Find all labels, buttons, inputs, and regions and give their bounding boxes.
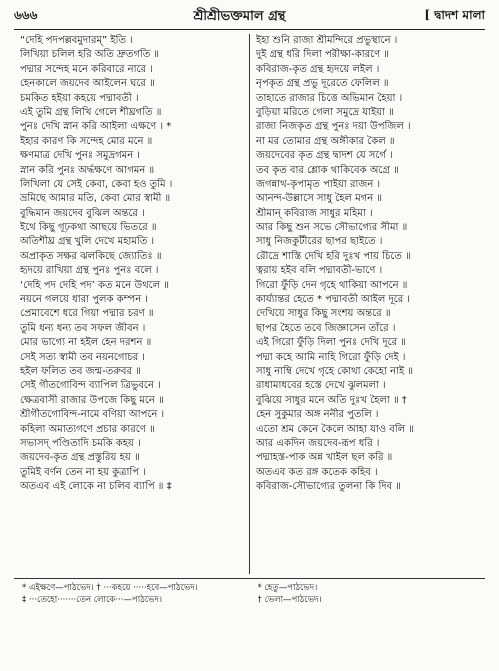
footnote-line: † ভেলা—পাঠভেদ। [257, 595, 322, 605]
verse-line: পদ্মা কহে আমি নাহি গিরো ফুঁড়ি দেই । [256, 351, 406, 363]
page-number: ৬৬৬ [14, 8, 38, 22]
verse-line: নয়নে গলয়ে ধারা পুলক কম্পন । [20, 294, 148, 306]
header-rule [14, 29, 485, 30]
verse-line: ইথে কিছু গূঢ়কথা আছয়ে ভিতরে ॥ [20, 222, 157, 234]
verse-line: ‘দেহি পদ দেহি পদ’ কত মনে উথলে ॥ [20, 279, 169, 291]
verse-line: কবিরাজ-কৃত গ্রন্থ হৃদয়ে লইল । [256, 63, 380, 75]
verse-line: রাধামাধবের হস্তে দেখে ঝুলমলা । [256, 380, 386, 392]
verse-line: পদ্মাহস্ত-পাক অন্ন খাইল ছল করি ॥ [256, 452, 393, 464]
verse-line: তাহাতে রাজার চিত্তে অভিমান হৈয়া । [256, 92, 403, 104]
verse-line: ত্বরায় হইব বলি পদ্মাবতী-ভাণে । [256, 265, 383, 277]
verse-line: স্নান করি পুনঃ অর্দ্ধক্ষণে আগমন ॥ [20, 164, 155, 176]
verse-line: লিখিয়া চলিল হরি অতি দ্রুতগতি ॥ [20, 49, 160, 61]
verse-line: জয়দেবের কৃত গ্রন্থ দ্বাদশ যে সর্গে । [256, 150, 393, 162]
verse-line: অতএব এই লোকে না চলিব ব্যাপি ॥ ‡ [20, 481, 172, 493]
verse-line: ক্ষণমাত্র দেখি পুনঃ সমুদ্রগমন । [20, 150, 140, 162]
verse-line: অতিশীঘ্র গ্রন্থ খুলি দেখে মহামতি । [20, 236, 155, 248]
verse-line: সেই গীতগোবিন্দ ব্যাপিল ত্রিভুবনে । [20, 380, 161, 392]
verse-line: এই গিরো ফুঁড়ি দিলা পুনঃ দেখি দূরে ॥ [256, 337, 406, 349]
footnote-line: ‡ ···তেহো·······তেন লোকে···—পাঠভেদ। [22, 595, 162, 605]
verse-line: তব কৃত বার শ্লোক থাকিবেক অগ্রে ॥ [256, 164, 399, 176]
verse-line: হেন সুকুমার অঙ্গ ননীর পুতলি । [256, 409, 379, 421]
verse-line: সভাসদ্‌ পণ্ডিতাদি চমকি কহয় । [20, 437, 141, 449]
page-header [14, 6, 485, 28]
right-column [250, 34, 485, 574]
verse-line: দেখিয়ে সাধুর কিছু সংশয় অন্তরে ॥ [256, 308, 391, 320]
verse-line: আর কিছু শুন সভে সৌভাগ্যের সীমা ॥ [256, 222, 408, 234]
verse-line: তুমিই বর্ণন তেন না হয় কুত্রাপি । [20, 466, 146, 478]
verse-line: রাজা নিজকৃত গ্রন্থ পুনঃ দয়া উপজিল । [256, 121, 411, 133]
verse-line: ইহার কারণ কি সন্দেহ মোর মনে ॥ [20, 135, 153, 147]
footnotes-left [14, 582, 250, 606]
verse-line: নৃপকৃত গ্রন্থ প্রভু দূরেতে ফেলিল ॥ [256, 78, 389, 90]
verse-line: শ্রীগীতগোবিন্দ-নামে বণিয়া আপনে । [20, 409, 165, 421]
verse-line: কবিরাজ-সৌভাগ্যের তুলনা কি দিব ॥ [256, 481, 401, 493]
verse-line: এই তুমি গ্রন্থ লিখি গেলে শীঘ্রগতি ॥ [20, 106, 162, 118]
verse-line: এতো শ্রম কেনে কৈলে আহা যাও বলি ॥ [256, 423, 415, 435]
verse-columns [14, 34, 485, 574]
verse-line: প্রেমাবেশে ধরে গিয়া পদ্মার চরণ ॥ [20, 308, 154, 320]
verse-line: মোর ভাগ্যে না হইল হেন দরশন ॥ [20, 337, 152, 349]
verse-line: “দেহি পদপল্লবমুদারম্” ইতি । [20, 35, 133, 46]
verse-line: অতএব কত রঙ্গ কতেক কহিব । [256, 466, 378, 478]
verse-line: না মর তোমার গ্রন্থ অঙ্গীকার কৈল ॥ [256, 135, 395, 147]
verse-line: পুনঃ দেখি স্নান করি আইলা এক্ষণে । * [20, 121, 172, 133]
footnotes-right [250, 582, 486, 606]
left-column [14, 34, 249, 574]
verse-line: আর একদিন জয়দেব-রূপ ধরি । [256, 437, 380, 449]
footnotes [14, 582, 485, 606]
verse-line: বুঝিয়ে সাধুর মনে অতি দুঃখ হৈলা ॥ † [256, 394, 407, 406]
verse-line: গিরো ফুঁড়ি দেন গৃহে থাকিয়া আপনে ॥ [256, 279, 408, 291]
verse-line: কার্য্যান্তর হেতে * পদ্মাবতী আইল দূরে । [256, 294, 411, 306]
verse-line: পদ্মার সন্দেহ মনে করিবারে নারে । [20, 63, 153, 75]
book-title: শ্রীশ্রীভক্তমাল গ্রন্থ [193, 8, 286, 24]
verse-line: লিখিলা যে সেই কেবা, কেবা হও তুমি । [20, 178, 173, 190]
footnote-line: * হেতু—পাঠভেদ। [257, 583, 318, 593]
footnote-rule [14, 578, 485, 579]
verse-line: ভ্রমিছে আমার মতি, কেবা মোর স্বামী ॥ [20, 193, 171, 205]
verse-line: সাধু নাম্বি দেখে গৃহে কোথা কেহো নাই ॥ [256, 365, 413, 377]
verse-line: হেনকালে জয়দেব আইলেন ঘরে ॥ [20, 78, 155, 90]
verse-line: কহিলা অমাত্যগণে প্রচার কারণে ॥ [20, 423, 155, 435]
verse-line: বুদ্ধিমান জয়দেব বুঝিল অন্তরে । [20, 207, 145, 219]
verse-line: সাধু নিজকুটীরের ছাপর ছাইতে । [256, 236, 383, 248]
footnote-line: * এইক্ষণে—পাঠভেদ। † ···কহয়ে ·····হবে—পাঠভেদ। [22, 583, 198, 593]
verse-line: ক্ষেত্রবাসী রাজার উপজে কিছু মনে ॥ [20, 394, 164, 406]
verse-line: তুমি ধন্য ধন্য তব সফল জীবন । [20, 322, 146, 334]
verse-line: দুই গ্রন্থ ধরি দিলা পরীক্ষা-কারণে ॥ [256, 49, 390, 61]
verse-line: ইহা শুনি রাজা শ্রীমন্দিরে প্রভুস্থানে । [256, 35, 398, 46]
verse-line: চমকিত হইয়া কহয়ে পদ্মাবতী । [20, 92, 139, 104]
verse-line: হৃদয়ে রাখিয়া গ্রন্থ পুনঃ পুনঃ বলে । [20, 265, 159, 277]
verse-line: অপ্রাকৃত সক্ষর ঝলকিছে জ্যোতিঃ ॥ [20, 250, 162, 262]
verse-line: রৌদ্রে শাস্তি দেখি হরি দুঃখ পায় চিতে ॥ [256, 250, 411, 262]
verse-line: জগন্নাথ-কৃপামৃত পাইয়া রাজন । [256, 178, 381, 190]
verse-line: ছাপর হৈতে তবে জিজ্ঞাসেন তাঁরে । [256, 322, 396, 334]
section-label: [ দ্বাদশ মালা [424, 8, 485, 22]
verse-line: জয়দেব-কৃত গ্রন্থ প্রস্তুরিয় হয় ॥ [20, 452, 140, 464]
verse-line: বুড়িয়া মরিতে গেলা সমুদ্রে যাইয়া ॥ [256, 106, 394, 118]
verse-line: হইল ফলিত তব জন্ম-তরুবর ॥ [20, 365, 141, 377]
verse-line: সেই সত্য স্বামী তব নয়নগোচর । [20, 351, 146, 363]
verse-line: আনন্দ-উল্লাসে সাধু হৈল মগন ॥ [256, 193, 382, 205]
verse-line: শ্রীমান্‌ কবিরাজ সাধুর মহিমা । [256, 207, 373, 219]
